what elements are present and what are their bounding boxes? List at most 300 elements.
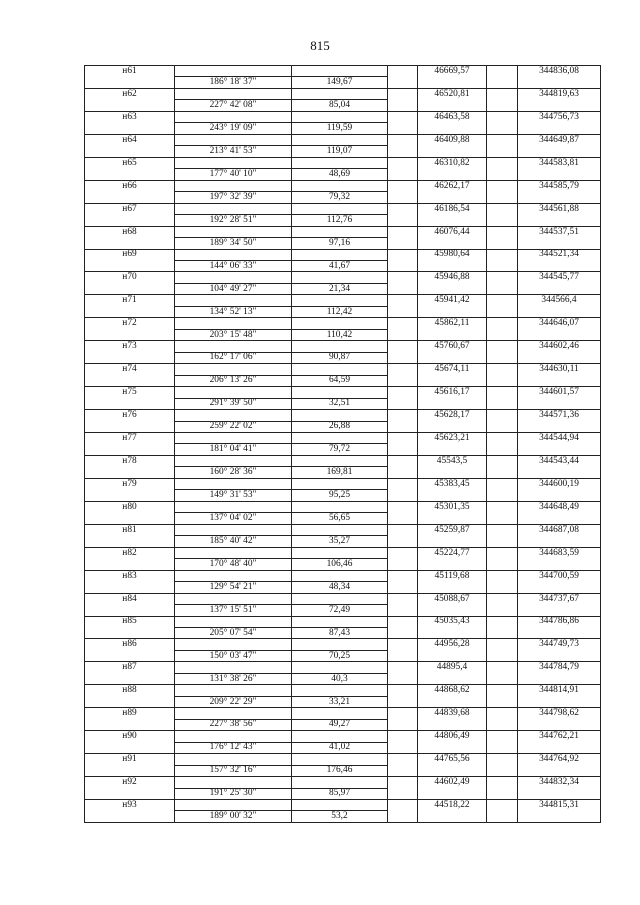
point-label: н72 (85, 318, 175, 329)
empty-cell (175, 524, 292, 535)
empty-cell (418, 146, 487, 157)
direction-angle: 181° 04' 41" (175, 444, 292, 455)
empty-cell (85, 536, 175, 547)
point-label: н62 (85, 88, 175, 99)
empty-cell (388, 215, 418, 226)
empty-cell (518, 765, 601, 776)
empty-cell (518, 696, 601, 707)
empty-cell (388, 306, 418, 317)
segment-length: 79,32 (292, 192, 388, 203)
table-row-segment (85, 238, 601, 249)
segment-length: 21,34 (292, 283, 388, 294)
segment-length: 72,49 (292, 605, 388, 616)
empty-cell (292, 639, 388, 650)
empty-cell (388, 192, 418, 203)
empty-cell (388, 134, 418, 145)
empty-cell (292, 570, 388, 581)
empty-cell (388, 754, 418, 765)
empty-cell (518, 238, 601, 249)
empty-cell (388, 662, 418, 673)
empty-cell (487, 559, 518, 570)
point-label: н76 (85, 410, 175, 421)
point-label: н61 (85, 66, 175, 77)
empty-cell (292, 66, 388, 77)
segment-length: 90,87 (292, 352, 388, 363)
y-coordinate: 344700,59 (518, 570, 601, 581)
empty-cell (175, 134, 292, 145)
empty-cell (388, 352, 418, 363)
point-label: н75 (85, 387, 175, 398)
empty-cell (388, 433, 418, 444)
empty-cell (487, 478, 518, 489)
segment-length: 53,2 (292, 811, 388, 822)
empty-cell (388, 731, 418, 742)
point-label: н91 (85, 754, 175, 765)
empty-cell (388, 467, 418, 478)
empty-cell (518, 536, 601, 547)
point-label: н86 (85, 639, 175, 650)
empty-cell (388, 203, 418, 214)
empty-cell (292, 249, 388, 260)
empty-cell (487, 501, 518, 512)
point-label: н66 (85, 180, 175, 191)
y-coordinate: 344602,46 (518, 341, 601, 352)
table-row-segment (85, 788, 601, 799)
empty-cell (85, 77, 175, 88)
point-label: н65 (85, 157, 175, 168)
empty-cell (487, 513, 518, 524)
empty-cell (518, 375, 601, 386)
empty-cell (85, 215, 175, 226)
y-coordinate: 344786,86 (518, 616, 601, 627)
y-coordinate: 344583,81 (518, 157, 601, 168)
segment-length: 112,42 (292, 306, 388, 317)
direction-angle: 227° 38' 56" (175, 719, 292, 730)
empty-cell (85, 627, 175, 638)
empty-cell (85, 192, 175, 203)
y-coordinate: 344764,92 (518, 754, 601, 765)
empty-cell (175, 754, 292, 765)
empty-cell (175, 455, 292, 466)
direction-angle: 197° 32' 39" (175, 192, 292, 203)
empty-cell (418, 398, 487, 409)
table-row-point (85, 410, 601, 421)
table-row-point (85, 501, 601, 512)
direction-angle: 243° 19' 09" (175, 123, 292, 134)
empty-cell (292, 547, 388, 558)
empty-cell (418, 421, 487, 432)
empty-cell (85, 673, 175, 684)
empty-cell (175, 570, 292, 581)
empty-cell (518, 146, 601, 157)
empty-cell (175, 433, 292, 444)
empty-cell (85, 513, 175, 524)
empty-cell (175, 708, 292, 719)
x-coordinate: 45623,21 (418, 433, 487, 444)
empty-cell (388, 547, 418, 558)
empty-cell (418, 283, 487, 294)
table-row-segment (85, 329, 601, 340)
empty-cell (85, 467, 175, 478)
point-label: н78 (85, 455, 175, 466)
empty-cell (388, 593, 418, 604)
x-coordinate: 46409,88 (418, 134, 487, 145)
empty-cell (518, 490, 601, 501)
empty-cell (85, 238, 175, 249)
empty-cell (418, 582, 487, 593)
x-coordinate: 46310,82 (418, 157, 487, 168)
empty-cell (388, 238, 418, 249)
x-coordinate: 44602,49 (418, 777, 487, 788)
x-coordinate: 46669,57 (418, 66, 487, 77)
segment-length: 85,97 (292, 788, 388, 799)
empty-cell (418, 742, 487, 753)
segment-length: 41,67 (292, 260, 388, 271)
empty-cell (487, 111, 518, 122)
table-row-segment (85, 192, 601, 203)
table-row-segment (85, 559, 601, 570)
empty-cell (518, 582, 601, 593)
table-row-segment (85, 696, 601, 707)
empty-cell (85, 169, 175, 180)
x-coordinate: 46463,58 (418, 111, 487, 122)
x-coordinate: 45946,88 (418, 272, 487, 283)
empty-cell (388, 616, 418, 627)
empty-cell (292, 157, 388, 168)
point-label: н77 (85, 433, 175, 444)
empty-cell (418, 811, 487, 822)
table-row-segment (85, 352, 601, 363)
empty-cell (487, 765, 518, 776)
x-coordinate: 45119,68 (418, 570, 487, 581)
table-row-point (85, 754, 601, 765)
direction-angle: 131° 38' 26" (175, 673, 292, 684)
point-label: н88 (85, 685, 175, 696)
empty-cell (487, 685, 518, 696)
segment-length: 110,42 (292, 329, 388, 340)
page-number: 815 (310, 38, 330, 53)
table-row-segment (85, 421, 601, 432)
empty-cell (175, 547, 292, 558)
direction-angle: 170° 48' 40" (175, 559, 292, 570)
empty-cell (292, 387, 388, 398)
segment-length: 26,88 (292, 421, 388, 432)
empty-cell (175, 410, 292, 421)
point-label: н67 (85, 203, 175, 214)
empty-cell (175, 341, 292, 352)
y-coordinate: 344630,11 (518, 364, 601, 375)
empty-cell (388, 410, 418, 421)
empty-cell (487, 662, 518, 673)
empty-cell (487, 605, 518, 616)
empty-cell (487, 777, 518, 788)
table-row-point (85, 731, 601, 742)
empty-cell (292, 88, 388, 99)
direction-angle: 104° 49' 27" (175, 283, 292, 294)
table-row-segment (85, 444, 601, 455)
empty-cell (85, 100, 175, 111)
direction-angle: 137° 15' 51" (175, 605, 292, 616)
empty-cell (487, 272, 518, 283)
empty-cell (388, 650, 418, 661)
empty-cell (487, 180, 518, 191)
empty-cell (175, 88, 292, 99)
empty-cell (292, 754, 388, 765)
empty-cell (518, 260, 601, 271)
direction-angle: 185° 40' 42" (175, 536, 292, 547)
empty-cell (418, 444, 487, 455)
empty-cell (85, 582, 175, 593)
empty-cell (487, 387, 518, 398)
empty-cell (487, 375, 518, 386)
y-coordinate: 344561,88 (518, 203, 601, 214)
segment-length: 48,69 (292, 169, 388, 180)
empty-cell (175, 272, 292, 283)
empty-cell (487, 283, 518, 294)
table-row-point (85, 570, 601, 581)
empty-cell (518, 123, 601, 134)
empty-cell (292, 685, 388, 696)
direction-angle: 149° 31' 53" (175, 490, 292, 501)
point-label: н84 (85, 593, 175, 604)
point-label: н79 (85, 478, 175, 489)
x-coordinate: 46262,17 (418, 180, 487, 191)
empty-cell (85, 421, 175, 432)
direction-angle: 259° 22' 02" (175, 421, 292, 432)
empty-cell (518, 100, 601, 111)
table-row-point (85, 66, 601, 77)
empty-cell (175, 226, 292, 237)
table-row-point (85, 524, 601, 535)
segment-length: 32,51 (292, 398, 388, 409)
empty-cell (292, 800, 388, 811)
point-label: н83 (85, 570, 175, 581)
table-row-segment (85, 100, 601, 111)
empty-cell (292, 364, 388, 375)
segment-length: 87,43 (292, 627, 388, 638)
empty-cell (388, 77, 418, 88)
table-row-point (85, 685, 601, 696)
empty-cell (388, 157, 418, 168)
table-row-segment (85, 536, 601, 547)
table-row-point (85, 593, 601, 604)
empty-cell (388, 375, 418, 386)
empty-cell (388, 570, 418, 581)
empty-cell (487, 146, 518, 157)
empty-cell (487, 673, 518, 684)
empty-cell (487, 249, 518, 260)
empty-cell (518, 215, 601, 226)
table-row-segment (85, 742, 601, 753)
empty-cell (85, 444, 175, 455)
empty-cell (175, 777, 292, 788)
empty-cell (388, 685, 418, 696)
empty-cell (85, 398, 175, 409)
empty-cell (175, 180, 292, 191)
table-row-segment (85, 582, 601, 593)
empty-cell (292, 226, 388, 237)
empty-cell (418, 100, 487, 111)
empty-cell (85, 490, 175, 501)
empty-cell (487, 192, 518, 203)
direction-angle: 160° 28' 36" (175, 467, 292, 478)
empty-cell (292, 203, 388, 214)
direction-angle: 213° 41' 53" (175, 146, 292, 157)
empty-cell (388, 800, 418, 811)
empty-cell (487, 455, 518, 466)
empty-cell (292, 501, 388, 512)
y-coordinate: 344600,19 (518, 478, 601, 489)
empty-cell (487, 524, 518, 535)
empty-cell (388, 341, 418, 352)
empty-cell (388, 719, 418, 730)
empty-cell (388, 169, 418, 180)
segment-length: 70,25 (292, 650, 388, 661)
empty-cell (292, 616, 388, 627)
empty-cell (487, 77, 518, 88)
point-label: н82 (85, 547, 175, 558)
y-coordinate: 344687,08 (518, 524, 601, 535)
empty-cell (388, 272, 418, 283)
empty-cell (418, 467, 487, 478)
table-row-segment (85, 605, 601, 616)
point-label: н73 (85, 341, 175, 352)
empty-cell (85, 650, 175, 661)
empty-cell (487, 433, 518, 444)
empty-cell (292, 777, 388, 788)
table-row-point (85, 203, 601, 214)
direction-angle: 144° 06' 33" (175, 260, 292, 271)
empty-cell (487, 352, 518, 363)
empty-cell (418, 788, 487, 799)
empty-cell (418, 696, 487, 707)
table-row-point (85, 708, 601, 719)
empty-cell (388, 387, 418, 398)
table-row-segment (85, 306, 601, 317)
empty-cell (175, 501, 292, 512)
empty-cell (388, 111, 418, 122)
y-coordinate: 344545,77 (518, 272, 601, 283)
empty-cell (388, 490, 418, 501)
empty-cell (518, 467, 601, 478)
empty-cell (388, 777, 418, 788)
empty-cell (487, 467, 518, 478)
empty-cell (418, 536, 487, 547)
point-label: н87 (85, 662, 175, 673)
y-coordinate: 344683,59 (518, 547, 601, 558)
segment-length: 97,16 (292, 238, 388, 249)
empty-cell (388, 478, 418, 489)
point-label: н64 (85, 134, 175, 145)
empty-cell (388, 605, 418, 616)
empty-cell (518, 719, 601, 730)
empty-cell (292, 180, 388, 191)
direction-angle: 150° 03' 47" (175, 650, 292, 661)
table-row-segment (85, 627, 601, 638)
empty-cell (487, 341, 518, 352)
point-label: н85 (85, 616, 175, 627)
empty-cell (388, 398, 418, 409)
y-coordinate: 344648,49 (518, 501, 601, 512)
empty-cell (518, 811, 601, 822)
empty-cell (418, 192, 487, 203)
table-row-point (85, 180, 601, 191)
direction-angle: 209° 22' 29" (175, 696, 292, 707)
point-label: н70 (85, 272, 175, 283)
empty-cell (388, 318, 418, 329)
empty-cell (388, 455, 418, 466)
point-label: н93 (85, 800, 175, 811)
direction-angle: 205° 07' 54" (175, 627, 292, 638)
empty-cell (388, 444, 418, 455)
empty-cell (518, 77, 601, 88)
empty-cell (418, 765, 487, 776)
empty-cell (487, 134, 518, 145)
table-row-segment (85, 169, 601, 180)
empty-cell (518, 444, 601, 455)
point-label: н90 (85, 731, 175, 742)
empty-cell (388, 788, 418, 799)
empty-cell (518, 742, 601, 753)
empty-cell (388, 364, 418, 375)
segment-length: 49,27 (292, 719, 388, 730)
y-coordinate: 344798,62 (518, 708, 601, 719)
direction-angle: 206° 13' 26" (175, 375, 292, 386)
x-coordinate: 44806,49 (418, 731, 487, 742)
x-coordinate: 45616,17 (418, 387, 487, 398)
x-coordinate: 44518,22 (418, 800, 487, 811)
segment-length: 41,02 (292, 742, 388, 753)
empty-cell (175, 662, 292, 673)
direction-angle: 134° 52' 13" (175, 306, 292, 317)
empty-cell (388, 627, 418, 638)
direction-angle: 176° 12' 43" (175, 742, 292, 753)
empty-cell (487, 742, 518, 753)
point-label: н80 (85, 501, 175, 512)
empty-cell (85, 123, 175, 134)
empty-cell (388, 559, 418, 570)
table-row-segment (85, 123, 601, 134)
table-row-point (85, 88, 601, 99)
empty-cell (388, 249, 418, 260)
table-row-segment (85, 283, 601, 294)
empty-cell (487, 811, 518, 822)
table-row-point (85, 341, 601, 352)
empty-cell (487, 708, 518, 719)
y-coordinate: 344543,44 (518, 455, 601, 466)
point-label: н81 (85, 524, 175, 535)
empty-cell (418, 238, 487, 249)
y-coordinate: 344521,34 (518, 249, 601, 260)
empty-cell (487, 570, 518, 581)
empty-cell (388, 283, 418, 294)
y-coordinate: 344544,94 (518, 433, 601, 444)
empty-cell (418, 490, 487, 501)
empty-cell (175, 616, 292, 627)
empty-cell (175, 478, 292, 489)
y-coordinate: 344646,07 (518, 318, 601, 329)
point-label: н63 (85, 111, 175, 122)
y-coordinate: 344762,21 (518, 731, 601, 742)
empty-cell (85, 696, 175, 707)
segment-length: 95,25 (292, 490, 388, 501)
empty-cell (292, 433, 388, 444)
table-row-segment (85, 398, 601, 409)
x-coordinate: 45628,17 (418, 410, 487, 421)
empty-cell (388, 708, 418, 719)
empty-cell (487, 593, 518, 604)
y-coordinate: 344832,34 (518, 777, 601, 788)
